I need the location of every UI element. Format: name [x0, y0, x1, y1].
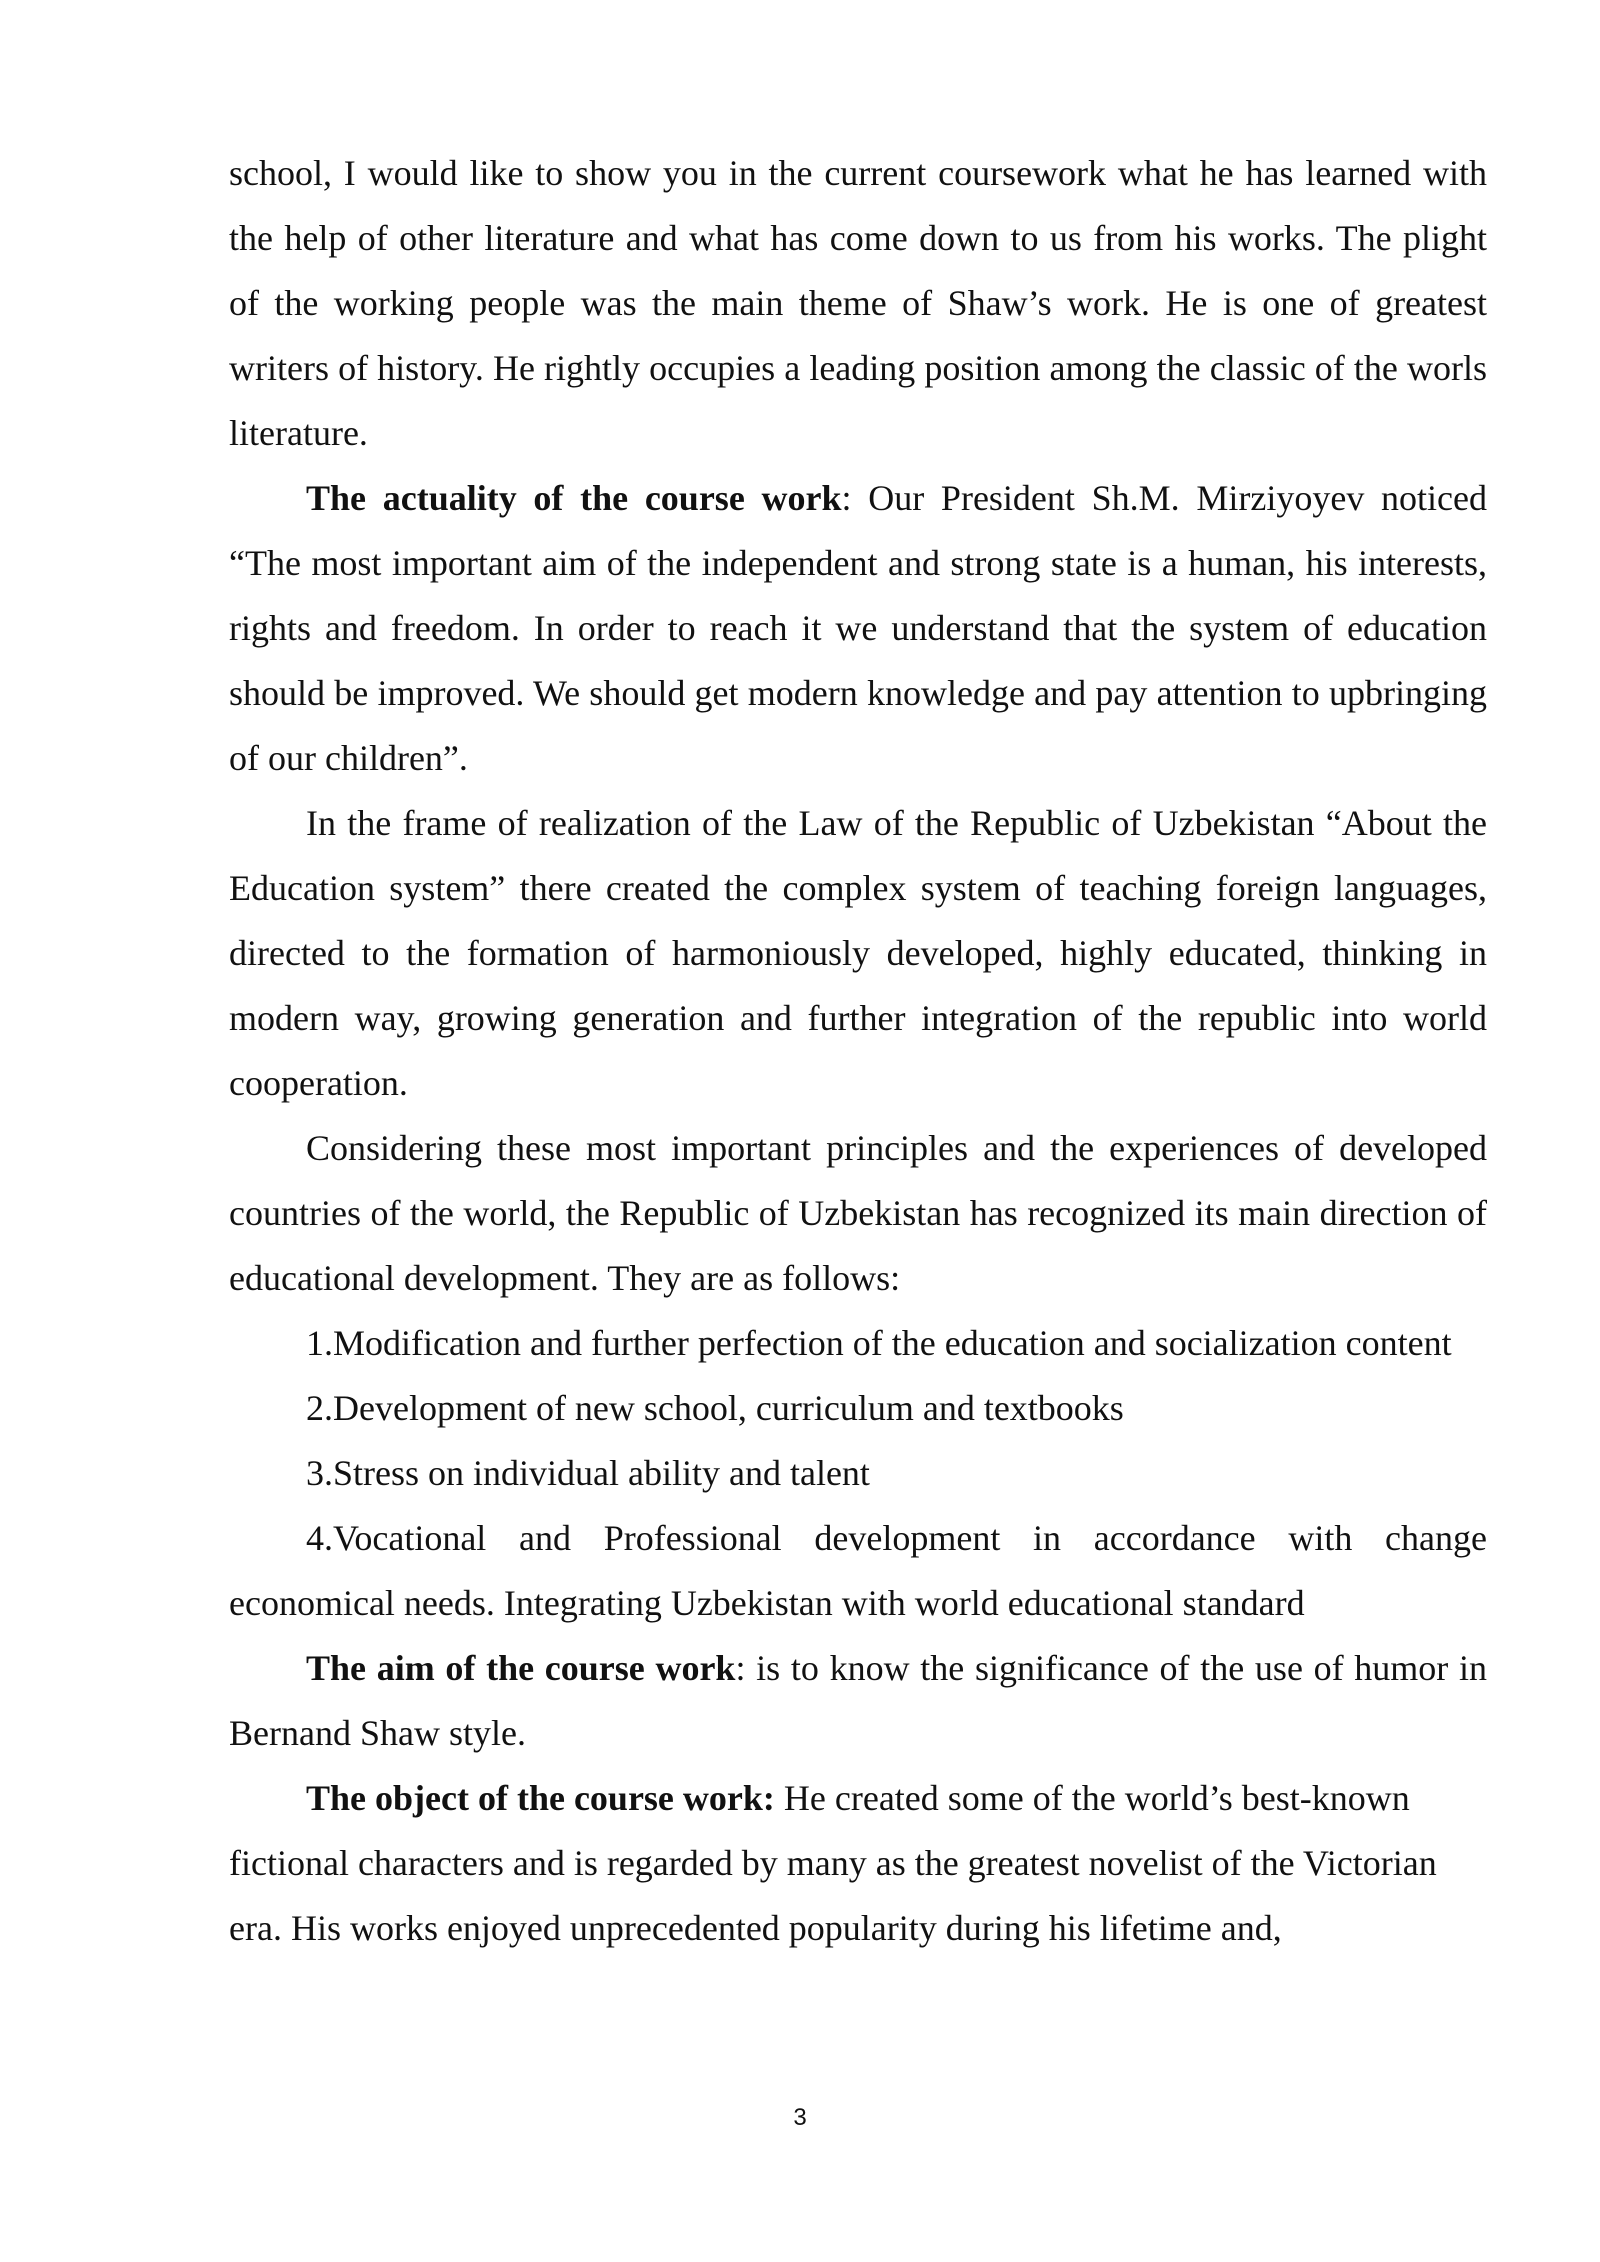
- object-heading: The object of the course work:: [306, 1778, 775, 1818]
- paragraph-law: In the frame of realization of the Law of the Republic of Uzbekistan “About the Education system” there created the complex system of teaching foreign languages, directed to the formation of harmoniously developed, highly educated, thinking in modern way, growing generation and further integration of the republic into world cooperation.: [229, 803, 1487, 1103]
- actuality-heading: The actuality of the course work: [306, 478, 842, 518]
- list-item: 1.Modification and further perfection of the education and socialization content: [306, 1323, 1452, 1363]
- aim-heading: The aim of the course work: [306, 1648, 736, 1688]
- actuality-text: : Our President Sh.M. Mirziyoyev noticed “The most important aim of the independent and strong state is a human, his interests, rights and freedom. In order to reach it we understand that the system of education should be improved. We should get modern knowledge and pay attention to upbringing of our children”.: [229, 478, 1488, 778]
- body-text: [229, 141, 1487, 1961]
- aim-text: : is to know the significance of the use of humor in Bernand Shaw style.: [229, 1648, 1487, 1753]
- list-item: 3.Stress on individual ability and talent: [306, 1453, 870, 1493]
- paragraph-principles: Considering these most important principles and the experiences of developed countries of the world, the Republic of Uzbekistan has recognized its main direction of educational development. They are as follows:: [229, 1128, 1487, 1298]
- object-text: He created some of the world’s best-known fictional characters and is regarded by many as the greatest novelist of the Victorian era. His works enjoyed unprecedented popularity during his lifetime and,: [229, 1778, 1437, 1948]
- list-item: 4.Vocational and Professional development in accordance with change economical needs. Integrating Uzbekistan with world educational standard: [229, 1518, 1487, 1623]
- paragraph-aim: [229, 1636, 1487, 1766]
- paragraph-intro: school, I would like to show you in the current coursework what he has learned with the help of other literature and what has come down to us from his works. The plight of the working people was the main theme of Shaw’s work. He is one of greatest writers of history. He rightly occupies a leading position among the classic of the worls literature.: [229, 153, 1487, 453]
- page-number: 3: [793, 2104, 807, 2131]
- paragraph-object: [229, 1766, 1487, 1961]
- paragraph-actuality: [229, 466, 1487, 791]
- list-item: 2.Development of new school, curriculum and textbooks: [306, 1388, 1124, 1428]
